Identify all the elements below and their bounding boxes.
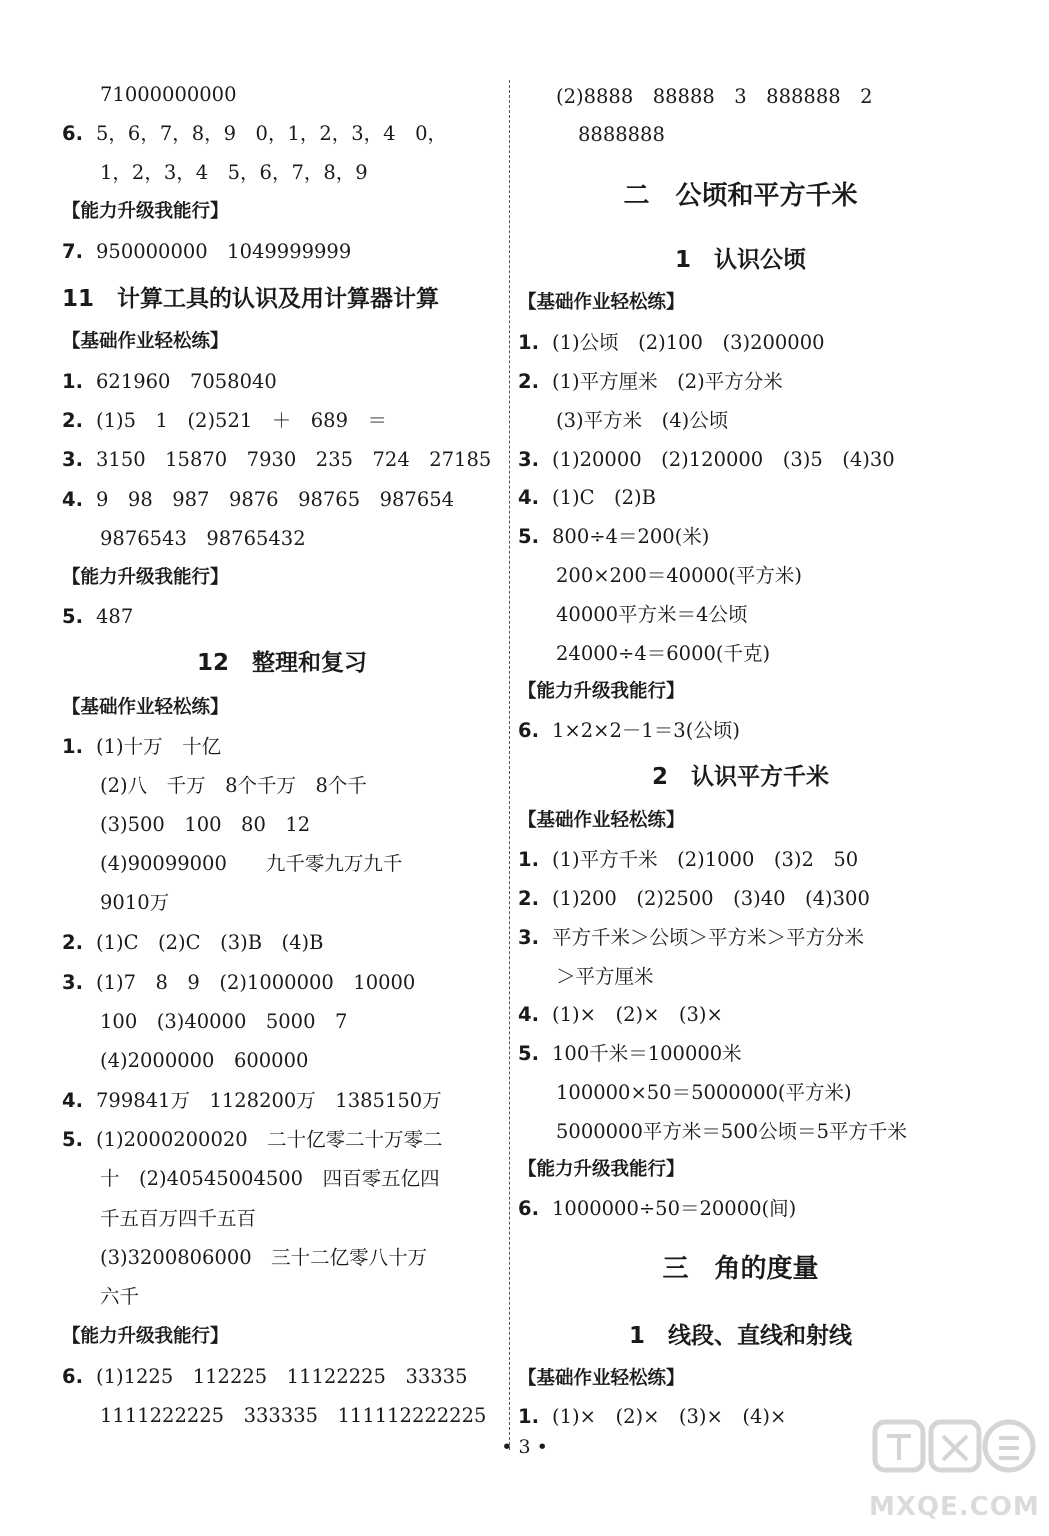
- section-label: 【基础作业轻松练】: [62, 697, 229, 718]
- lesson-heading: 1 线段、直线和射线: [628, 1323, 852, 1349]
- answer-line: ＞平方厘米: [556, 965, 654, 988]
- lesson-heading: 12 整理和复习: [196, 650, 367, 676]
- answer-item: 5. (1)2000200020 二十亿零二十万零二: [62, 1128, 443, 1151]
- answer-item: 4. (1)C (2)B: [518, 486, 656, 509]
- answer-item: 2. (1)5 1 (2)521 ＋ 689 ＝: [62, 409, 387, 432]
- section-label: 【能力升级我能行】: [62, 201, 229, 222]
- answer-item: 5. 800÷4＝200(米): [518, 525, 710, 548]
- answer-item: 3. 3150 15870 7930 235 724 27185: [62, 448, 492, 471]
- answer-item: 5. 100千米＝100000米: [518, 1042, 742, 1065]
- lesson-heading: 2 认识平方千米: [651, 764, 829, 790]
- column-divider: [509, 80, 510, 1450]
- answer-item: 1. (1)平方千米 (2)1000 (3)2 50: [518, 848, 859, 871]
- answer-line: 六千: [100, 1285, 140, 1308]
- answer-item: 4. (1)× (2)× (3)×: [518, 1003, 723, 1026]
- answer-item: 7. 950000000 1049999999: [62, 240, 352, 263]
- section-label: 【基础作业轻松练】: [518, 1368, 685, 1389]
- answer-line: 40000平方米＝4公顷: [556, 603, 748, 626]
- watermark-icon: [869, 1414, 1037, 1494]
- chapter-heading: 三 角的度量: [662, 1254, 819, 1284]
- answer-item: 6. 5，6，7，8，9 0，1，2，3，4 0，: [62, 122, 447, 145]
- answer-line: 100 (3)40000 5000 7: [100, 1010, 348, 1033]
- answer-item: 1. (1)公顷 (2)100 (3)200000: [518, 331, 825, 354]
- section-label: 【能力升级我能行】: [518, 681, 685, 702]
- answer-line: (2)八 千万 8个千万 8个千: [100, 774, 367, 797]
- lesson-heading: 11 计算工具的认识及用计算器计算: [62, 286, 440, 312]
- answer-line: 5000000平方米＝500公顷＝5平方千米: [556, 1120, 907, 1143]
- answer-line: (3)500 100 80 12: [100, 813, 311, 836]
- answer-line: 100000×50＝5000000(平方米): [556, 1081, 852, 1104]
- watermark-logo: [869, 1414, 1040, 1522]
- answer-line: (3)3200806000 三十二亿零八十万: [100, 1246, 428, 1269]
- answer-item: 6. (1)1225 112225 11122225 33335: [62, 1365, 468, 1388]
- answer-line: 9010万: [100, 891, 170, 914]
- answer-item: 3. 平方千米＞公顷＞平方米＞平方分米: [518, 926, 865, 949]
- section-label: 【能力升级我能行】: [62, 567, 229, 588]
- answer-item: 1. (1)× (2)× (3)× (4)×: [518, 1405, 787, 1428]
- answer-line: (2)8888 88888 3 888888 2: [556, 85, 873, 108]
- section-label: 【能力升级我能行】: [62, 1326, 229, 1347]
- answer-line: (3)平方米 (4)公顷: [556, 409, 729, 432]
- watermark-text: MXQE.COM: [869, 1492, 1040, 1522]
- answer-item: 2. (1)200 (2)2500 (3)40 (4)300: [518, 887, 870, 910]
- section-label: 【基础作业轻松练】: [518, 810, 685, 831]
- answer-line: 1，2，3，4 5，6，7，8，9: [100, 161, 368, 184]
- section-label: 【基础作业轻松练】: [518, 292, 685, 313]
- answer-item: 6. 1×2×2－1＝3(公顷): [518, 719, 740, 742]
- answer-line: 24000÷4＝6000(千克): [556, 642, 771, 665]
- answer-line: 1111222225 333335 111112222225: [100, 1404, 487, 1427]
- answer-item: 5. 487: [62, 605, 134, 628]
- answer-item: 4. 9 98 987 9876 98765 987654: [62, 488, 455, 511]
- answer-item: 2. (1)C (2)C (3)B (4)B: [62, 931, 324, 954]
- answer-item: 4. 799841万 1128200万 1385150万: [62, 1089, 442, 1112]
- answer-item: 6. 1000000÷50＝20000(间): [518, 1197, 797, 1220]
- answer-item: 2. (1)平方厘米 (2)平方分米: [518, 370, 783, 393]
- answer-line: (4)90099000 九千零九万九千: [100, 852, 403, 875]
- lesson-heading: 1 认识公顷: [674, 247, 806, 273]
- answer-item: 3. (1)20000 (2)120000 (3)5 (4)30: [518, 448, 895, 471]
- answer-line: 十 (2)40545004500 四百零五亿四: [100, 1167, 440, 1190]
- answer-line: 9876543 98765432: [100, 527, 306, 550]
- answer-item: 1. 621960 7058040: [62, 370, 277, 393]
- answer-item: 1. (1)十万 十亿: [62, 735, 222, 758]
- chapter-heading: 二 公顷和平方千米: [623, 181, 858, 211]
- answer-line: 71000000000: [100, 83, 237, 106]
- page-number: • 3 •: [501, 1436, 548, 1458]
- answer-line: (4)2000000 600000: [100, 1049, 309, 1072]
- section-label: 【基础作业轻松练】: [62, 331, 229, 352]
- answer-item: 3. (1)7 8 9 (2)1000000 10000: [62, 971, 416, 994]
- section-label: 【能力升级我能行】: [518, 1159, 685, 1180]
- answer-line: 千五百万四千五百: [100, 1207, 257, 1230]
- answer-line: 8888888: [578, 123, 665, 146]
- answer-line: 200×200＝40000(平方米): [556, 564, 803, 587]
